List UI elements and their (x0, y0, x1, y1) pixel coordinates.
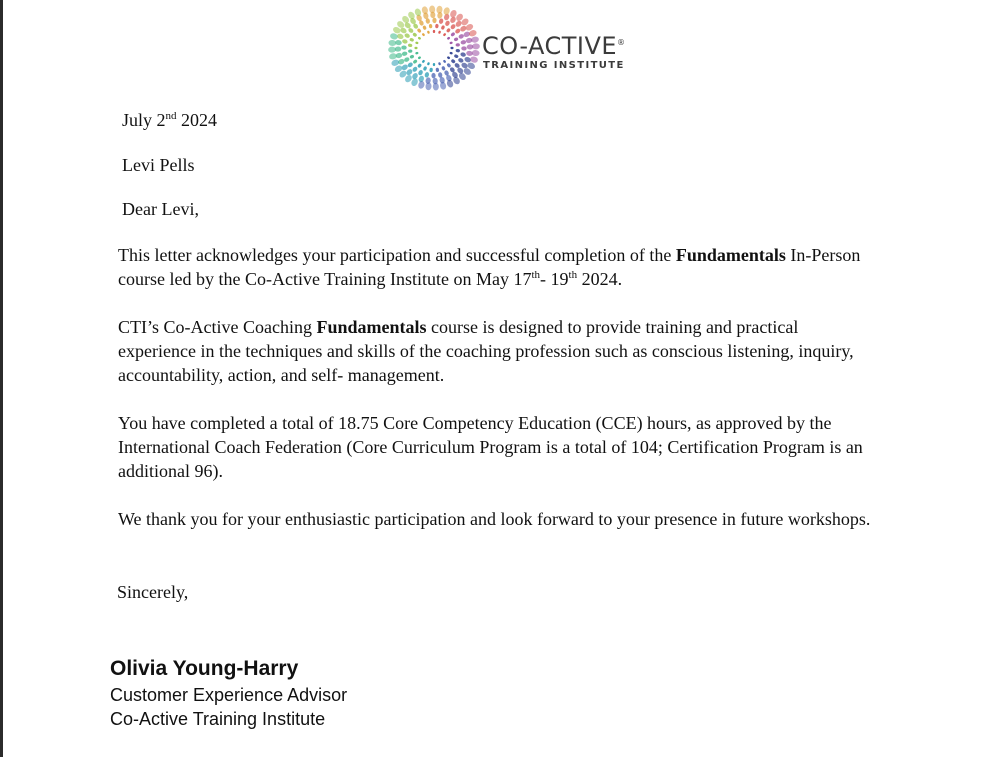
logo-dot (412, 32, 417, 37)
date-prefix: July 2 (122, 110, 166, 130)
logo-dot (414, 47, 417, 49)
logo-dot (407, 62, 414, 69)
logo-dot (447, 56, 451, 60)
logo-dot (469, 56, 478, 64)
logo-dot (412, 59, 417, 64)
logo-dot (408, 43, 413, 47)
logo-dot (443, 59, 447, 63)
logo-dot (460, 52, 466, 57)
paragraph-hours: You have completed a total of 18.75 Core Competency Education (CCE) hours, as approved by the International Coach Federation (Core Curriculum Program is a total of 104; Certification Program is an additional 96). (118, 413, 863, 481)
logo-dot (429, 5, 435, 13)
logo-dot (429, 24, 433, 29)
logo-dot (421, 6, 429, 15)
logo-dot (449, 41, 453, 44)
logo-dot (443, 33, 447, 37)
logo-dot (417, 56, 421, 60)
logo-dot (438, 18, 443, 24)
logo-dot (433, 63, 435, 66)
logo-dot (446, 79, 455, 89)
logo-dot (431, 73, 435, 79)
p1-text-b: In-Person course led by the Co-Active Training Institute on May 17 (118, 245, 861, 289)
logo-dot (433, 83, 439, 91)
logo-dot (422, 25, 427, 30)
logo-dot (461, 46, 467, 50)
logo-dot (454, 28, 461, 35)
date-suffix: 2024 (176, 110, 218, 130)
logo-dot (449, 51, 453, 54)
logo-dot (447, 36, 451, 40)
logo-dot (401, 45, 407, 49)
p1-superscript-2: th (568, 269, 578, 281)
logo-dot (389, 32, 398, 40)
logo-dot (436, 5, 443, 14)
page-left-edge (0, 0, 3, 757)
logo-dot (409, 37, 414, 42)
paragraph-thanks: We thank you for your enthusiastic participation and look forward to your presence in future workshops. (118, 509, 871, 529)
logo-dot (471, 50, 480, 57)
logo-dot (460, 62, 468, 70)
logo-dot (433, 30, 435, 33)
logo-name (482, 32, 626, 60)
logo-dot (404, 33, 411, 39)
logo-dot (446, 63, 451, 68)
logo-dot (409, 54, 414, 59)
logo-dot (441, 25, 446, 30)
logo-dot (432, 18, 436, 24)
logo-dot (414, 8, 423, 18)
p2-text-b: course is designed to provide training and practical experience in the techniques and skills of the coaching profession such as conscious listening, inquiry, accountability, action, and self- management. (118, 317, 854, 385)
logo-dot (441, 66, 446, 71)
recipient-name: Levi Pells (122, 155, 195, 175)
signature-name: Olivia Young-Harry (110, 657, 299, 680)
paragraph-course-description (118, 315, 878, 387)
logo-dot (425, 82, 432, 91)
logo-dot (408, 49, 413, 53)
logo-burst-icon (388, 2, 480, 94)
logo-dot (422, 59, 426, 63)
co-active-logo (388, 2, 638, 94)
p1-text-c: - 19 (540, 269, 569, 289)
signature-title: Customer Experience Advisor (110, 685, 348, 705)
logo-dot (422, 33, 426, 37)
logo-dot (417, 36, 421, 40)
logo-dot (403, 57, 410, 63)
logo-dot (455, 43, 460, 47)
logo-dot (455, 49, 460, 53)
date-superscript: nd (165, 110, 177, 122)
logo-dot (427, 30, 430, 34)
logo-dot (399, 27, 407, 35)
logo-dot (417, 28, 422, 33)
logo-dot (427, 62, 430, 66)
logo-dot (388, 47, 396, 53)
logo-dot (450, 47, 453, 49)
logo-dot (389, 53, 398, 61)
logo-dot (417, 63, 422, 68)
logo-dot (435, 67, 439, 72)
salutation: Dear Levi, (122, 199, 199, 219)
letter-date (122, 108, 217, 132)
logo-dot (402, 39, 408, 44)
logo-subtitle: TRAINING INSTITUTE (483, 60, 625, 71)
p1-course-name: Fundamentals (675, 245, 786, 265)
logo-dot (460, 40, 466, 45)
logo-dot (439, 81, 447, 90)
logo-name-text: CO-ACTIVE (482, 32, 618, 60)
logo-dot (450, 23, 457, 30)
logo-dot (458, 33, 465, 39)
logo-dot (472, 43, 480, 49)
logo-dot (438, 62, 441, 66)
signature-organization: Co-Active Training Institute (110, 709, 326, 729)
logo-dot (444, 20, 450, 27)
logo-dot (453, 37, 458, 42)
p1-text-d: 2024. (577, 269, 623, 289)
logo-dot (446, 28, 451, 33)
logo-dot (417, 69, 423, 76)
logo-dot (388, 39, 397, 46)
logo-dot (454, 54, 459, 59)
logo-dot (438, 30, 441, 34)
logo-dot (423, 66, 428, 71)
p1-text-a: This letter acknowledges your participation and successful completion of the (118, 245, 676, 265)
p2-text-a: CTI’s Co-Active Coaching (118, 317, 317, 337)
logo-dot (450, 59, 455, 64)
logo-dot (415, 41, 419, 44)
logo-dot (415, 51, 419, 54)
logo-dot (471, 36, 480, 44)
logo-dot (443, 7, 451, 16)
p1-superscript-1: th (531, 269, 541, 281)
paragraph-acknowledgement (118, 243, 878, 291)
p2-course-name: Fundamentals (316, 317, 427, 337)
logo-dot (424, 72, 429, 78)
logo-dot (435, 24, 439, 29)
logo-dot (457, 57, 464, 63)
logo-dot (412, 66, 419, 73)
closing: Sincerely, (117, 582, 189, 602)
logo-trademark: ® (617, 38, 626, 47)
logo-dot (429, 68, 433, 73)
logo-dot (450, 32, 455, 37)
logo-dot (417, 80, 425, 89)
logo-dot (402, 51, 408, 56)
